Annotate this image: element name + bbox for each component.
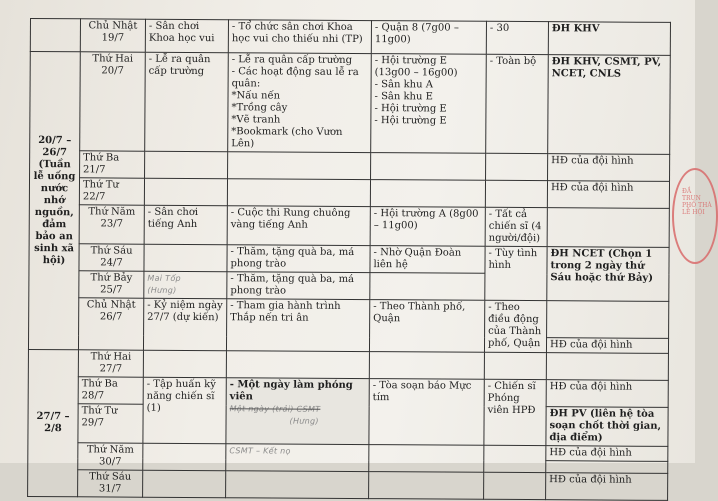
pencil-note: CSMT – Kết nọ [229, 446, 291, 456]
content-cell [143, 443, 226, 471]
place-cell [369, 472, 484, 500]
activity-cell: - Cuộc thi Rung chuông vàng tiếng Anh [227, 206, 370, 246]
pencil-note: Một ngày (trải) CSMT [229, 404, 321, 414]
place-cell: - Tòa soạn báo Mực tím [369, 379, 484, 446]
activity-cell: - Tham gia hành trình Thắp nến tri ân [226, 299, 369, 352]
table-row [28, 442, 668, 461]
place-cell: - Nhờ Quận Đoàn liên hệ [370, 246, 485, 274]
people-cell [485, 180, 547, 207]
lead-cell: ĐH KHV [548, 22, 670, 56]
day-cell: Chủ Nhật 19/7 [80, 19, 145, 52]
place-cell: - Hội trường E (13g00 – 16g00) - Sân khu A - Sân khu E - Hội trường E - Hội trường E [371, 54, 487, 154]
schedule-table [27, 18, 671, 501]
table-row [29, 204, 669, 247]
activity-cell: - Tổ chức sân chơi Khoa học vui cho thiếu nhi (TP) [228, 20, 371, 54]
people-cell: - 30 [486, 21, 548, 54]
lead-cell: HĐ của đội hình [546, 446, 668, 462]
activity-cell: - Một ngày làm phóng viên Một ngày (trải) CSMT (Hưng) [226, 378, 369, 445]
lead-cell [546, 353, 668, 381]
pencil-note: (Hưng) [289, 416, 319, 426]
day-cell: Thứ Ba 21/7 [80, 151, 145, 178]
content-cell: - Sân chơi Khoa học vui [145, 19, 228, 53]
content-cell [143, 470, 226, 498]
place-cell [370, 273, 485, 301]
pencil-note: Mai Tốp [147, 273, 181, 283]
week-label: 27/7 – 2/8 [28, 349, 79, 496]
place-cell [369, 352, 484, 380]
table-row [28, 376, 668, 407]
table-row [30, 19, 670, 56]
day-cell: Thứ Tư 29/7 [78, 404, 143, 443]
people-cell [484, 352, 546, 379]
day-cell: Thứ Năm 23/7 [79, 205, 144, 244]
day-cell: Thứ Hai 27/7 [78, 350, 143, 377]
content-cell [145, 151, 228, 179]
content-cell: - Sân chơi tiếng Anh [144, 205, 227, 245]
table-row [29, 243, 669, 274]
day-cell: Thứ Sáu 31/7 [78, 470, 143, 497]
pencil-note: (Hưng) [147, 285, 177, 295]
lead-cell: HĐ của đội hình [546, 380, 668, 408]
day-cell: Chủ Nhật 26/7 [78, 298, 143, 350]
people-cell [486, 153, 548, 180]
place-cell: - Quận 8 (7g00 – 11g00) [371, 21, 486, 55]
week-cell-empty [30, 19, 80, 52]
lead-cell: ĐH PV (liên hệ tòa soạn chốt thời gian, địa điểm) [546, 407, 668, 447]
day-cell: Thứ Hai 20/7 [80, 52, 146, 151]
place-cell [369, 445, 484, 473]
lead-cell: ĐH KHV, CSMT, PV, NCET, CNLS [548, 55, 671, 155]
day-cell: Thứ Bảy 25/7 [79, 271, 144, 298]
content-cell [144, 178, 227, 206]
table-row [28, 349, 668, 380]
lead-cell: HĐ của đội hình [546, 338, 668, 354]
lead-cell: HĐ của đội hình [547, 181, 669, 209]
content-cell [144, 271, 227, 299]
day-cell: Thứ Ba 28/7 [78, 377, 143, 404]
lead-cell: ĐH NCET (Chọn 1 trong 2 ngày thứ Sáu hoặc thứ Bảy) [547, 247, 669, 302]
activity-cell: - Thăm, tặng quà ba, má phong trào [227, 272, 370, 300]
week-label: 20/7 – 26/7 (Tuần lễ uống nước nhớ nguồn, đảm bảo an sinh xã hội) [28, 52, 80, 350]
activity-cell [226, 351, 369, 379]
lead-cell: HĐ của đội hình [546, 473, 668, 501]
people-cell [484, 472, 546, 499]
table-row [30, 151, 670, 182]
place-cell [370, 180, 485, 208]
people-cell [484, 445, 546, 472]
lead-cell [547, 208, 669, 248]
content-cell [143, 350, 226, 378]
activity-cell: - Lễ ra quân cấp trường - Các hoạt động sau lễ ra quân: *Nấu nến *Trồng cây *Vẽ tranh *Bookmark (cho Vươn Lên) [228, 53, 372, 153]
table-row [29, 297, 669, 338]
table-row [29, 178, 669, 209]
table-row [30, 52, 671, 155]
table-row [28, 469, 668, 500]
place-cell: - Hội trường A (8g00 – 11g00) [370, 207, 485, 247]
people-cell: - Theo điều động của Thành phố, Quận [484, 300, 546, 352]
activity-cell: - Thăm, tặng quà ba, má phong trào [227, 245, 370, 273]
people-cell: - Toàn bộ [486, 54, 549, 153]
activity-cell [228, 152, 371, 180]
lead-cell: HĐ của đội hình [548, 154, 670, 182]
people-cell: - Tùy tình hình [485, 246, 547, 300]
day-cell: Thứ Tư 22/7 [79, 178, 144, 205]
activity-cell [226, 444, 369, 472]
lead-cell [547, 301, 669, 339]
content-cell [144, 244, 227, 272]
lead-cell [546, 461, 668, 474]
place-cell: - Theo Thành phố, Quận [369, 300, 484, 353]
activity-cell [227, 179, 370, 207]
content-cell: - Kỷ niệm ngày 27/7 (dự kiến) [143, 298, 226, 351]
people-cell: - Tất cả chiến sĩ (4 người/đội) [485, 207, 547, 246]
red-stamp: ĐẦ TRUN PHỐ THÀ LỄ HỘI [672, 168, 718, 264]
place-cell [371, 153, 486, 181]
day-cell: Thứ Năm 30/7 [78, 443, 143, 470]
content-cell: - Lễ ra quân cấp trường [145, 52, 229, 152]
day-cell: Thứ Sáu 24/7 [79, 244, 144, 271]
people-cell: - Chiến sĩ Phóng viên HPĐ [484, 379, 546, 445]
content-cell: - Tập huấn kỹ năng chiến sĩ (1) [143, 377, 226, 444]
activity-cell [226, 471, 369, 499]
